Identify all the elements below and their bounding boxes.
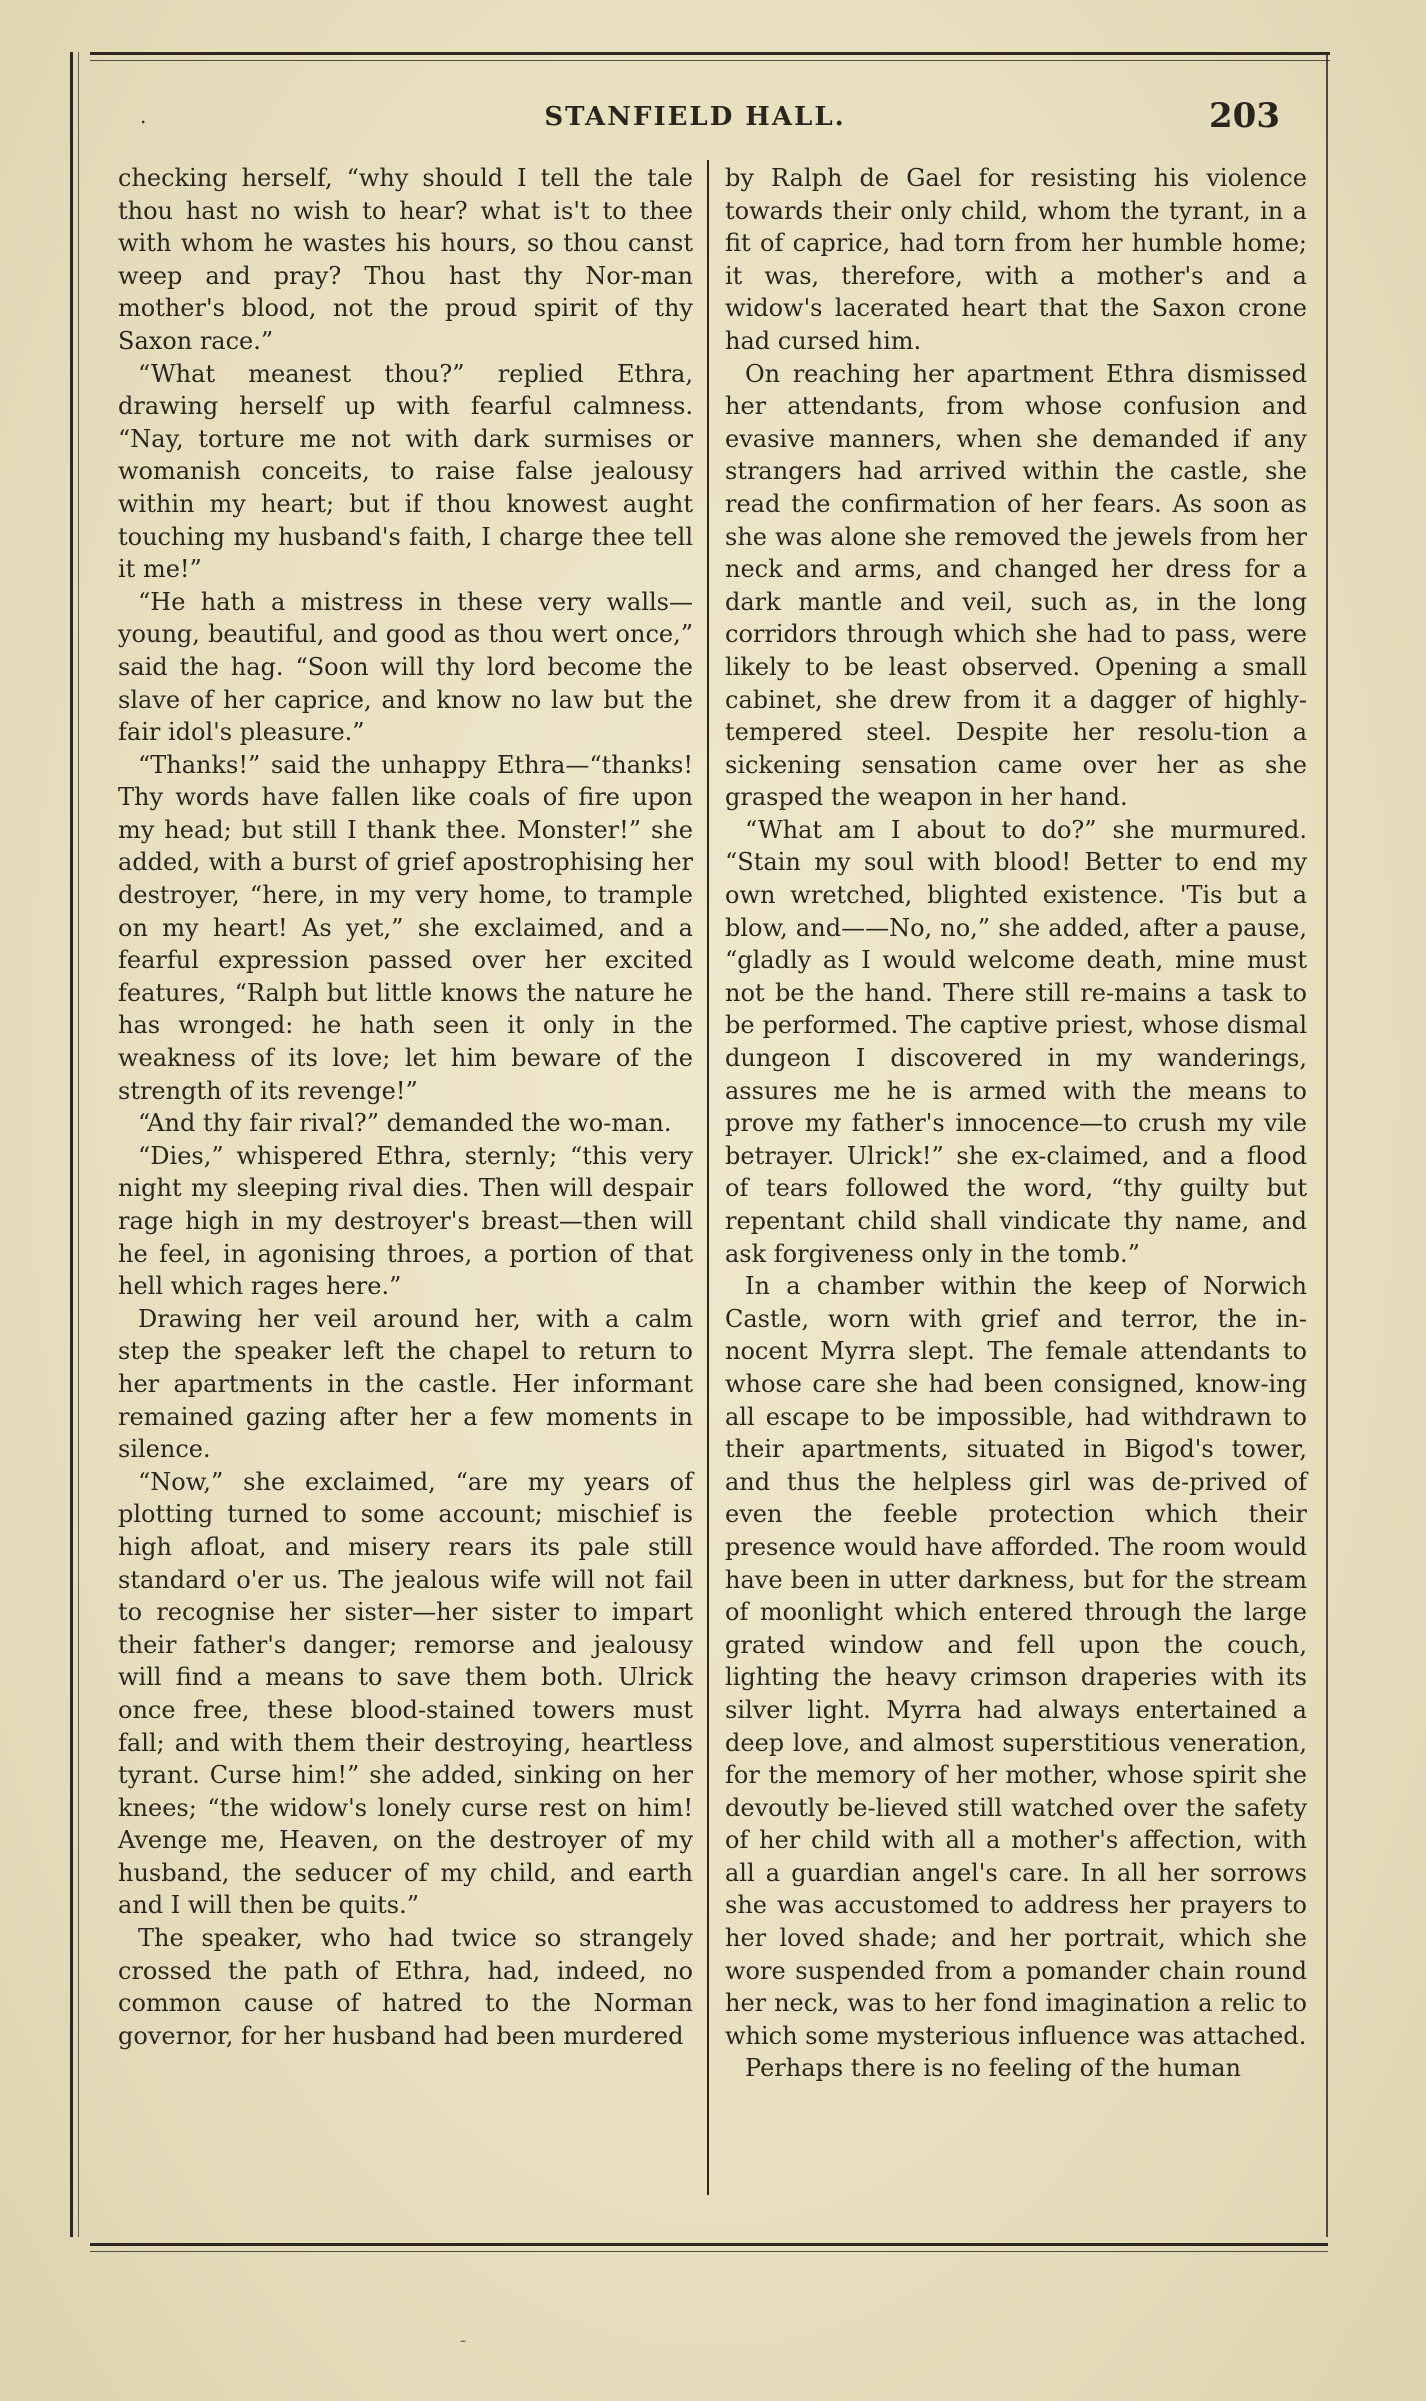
running-head-title: STANFIELD HALL. <box>544 102 846 132</box>
page-number: 203 <box>1209 96 1280 136</box>
paragraph: Drawing her veil around her, with a calm step the speaker left the chapel to return to her apartments in the castle. Her informant remained gazing after her a few moments in silence. <box>118 1304 693 1464</box>
paragraph: In a chamber within the keep of Norwich Castle, worn with grief and terror, the in-nocent Myrra slept. The female attendants to whose care she had been consigned, know-ing all escape to be impossible, had withdrawn to their apartments, situated in Bigod's tower, and thus the helpless girl was de-prived of even the feeble protection which their presence would have afforded. The room would have been in utter darkness, but for the stream of moonlight which entered through the large grated window and fell upon the couch, lighting the heavy crimson draperies with its silver light. Myrra had always entertained a deep love, and almost superstitious veneration, for the memory of her mother, whose spirit she devoutly be-lieved still watched over the safety of her child with all a mother's affection, with all a guardian angel's care. In all her sorrows she was accustomed to address her prayers to her loved shade; and her portrait, which she wore suspended from a pomander chain round her neck, was to her fond imagination a relic to which some mysterious influence was attached. <box>725 1272 1307 2050</box>
paragraph: “What am I about to do?” she murmured. “Stain my soul with blood! Better to end my own wretched, blighted existence. 'Tis but a blow, and——No, no,” she added, after a pause, “gladly as I would welcome death, mine must not be the hand. There still re-mains a task to be performed. The captive priest, whose dismal dungeon I discovered in my wanderings, assures me he is armed with the means to prove my father's innocence—to crush my vile betrayer. Ulrick!” she ex-claimed, and a flood of tears followed the word, “thy guilty but repentant child shall vindicate thy name, and ask forgiveness only in the tomb.” <box>725 815 1307 1268</box>
left-border-rule-thin <box>78 52 79 2237</box>
bottom-border-rule <box>90 2243 1328 2246</box>
bottom-border-rule-thin <box>90 2251 1328 2252</box>
left-border-rule <box>70 52 73 2237</box>
column-divider <box>707 160 709 2195</box>
top-border-rule-thin <box>90 60 1330 61</box>
paragraph: “Thanks!” said the unhappy Ethra—“thanks! Thy words have fallen like coals of fire upon my head; but still I thank thee. Monster!” she added, with a burst of grief apostrophising her destroyer, “here, in my very home, to trample on my heart! As yet,” she exclaimed, and a fearful expression passed over her excited features, “Ralph but little knows the nature he has wronged: he hath seen it only in the weakness of its love; let him beware of the strength of its revenge!” <box>118 750 693 1105</box>
top-border-rule <box>90 52 1330 55</box>
paragraph: “Now,” she exclaimed, “are my years of plotting turned to some account; mischief is high afloat, and misery rears its pale still standard o'er us. The jealous wife will not fail to recognise her sister—her sister to impart their father's danger; remorse and jealousy will find a means to save them both. Ulrick once free, these blood-stained towers must fall; and with them their destroying, heartless tyrant. Curse him!” she added, sinking on her knees; “the widow's lonely curse rest on him! Avenge me, Heaven, on the destroyer of my husband, the seducer of my child, and earth and I will then be quits.” <box>118 1467 693 1920</box>
left-column <box>118 162 693 2052</box>
paragraph: checking herself, “why should I tell the tale thou hast no wish to hear? what is't to thee with whom he wastes his hours, so thou canst weep and pray? Thou hast thy Nor-man mother's blood, not the proud spirit of thy Saxon race.” <box>118 164 693 355</box>
paragraph: On reaching her apartment Ethra dismissed her attendants, from whose confusion and evasive manners, when she demanded if any strangers had arrived within the castle, she read the confirmation of her fears. As soon as she was alone she removed the jewels from her neck and arms, and changed her dress for a dark mantle and veil, such as, in the long corridors through which she had to pass, were likely to be least observed. Opening a small cabinet, she drew from it a dagger of highly-tempered steel. Despite her resolu-tion a sickening sensation came over her as she grasped the weapon in her hand. <box>725 359 1307 812</box>
footer-mark: - <box>460 2330 467 2351</box>
right-border-rule <box>1326 52 1328 2237</box>
paragraph: “He hath a mistress in these very walls—young, beautiful, and good as thou wert once,” said the hag. “Soon will thy lord become the slave of her caprice, and know no law but the fair idol's pleasure.” <box>118 587 693 747</box>
paragraph: by Ralph de Gael for resisting his violence towards their only child, whom the tyrant, in a fit of caprice, had torn from her humble home; it was, therefore, with a mother's and a widow's lacerated heart that the Saxon crone had cursed him. <box>725 164 1307 355</box>
paragraph: “What meanest thou?” replied Ethra, drawing herself up with fearful calmness. “Nay, torture me not with dark surmises or womanish conceits, to raise false jealousy within my heart; but if thou knowest aught touching my husband's faith, I charge thee tell it me!” <box>118 359 693 584</box>
paragraph: “Dies,” whispered Ethra, sternly; “this very night my sleeping rival dies. Then will despair rage high in my destroyer's breast—then will he feel, in agonising throes, a portion of that hell which rages here.” <box>118 1141 693 1301</box>
paragraph: The speaker, who had twice so strangely crossed the path of Ethra, had, indeed, no common cause of hatred to the Norman governor, for her husband had been murdered <box>118 1924 693 2050</box>
running-header <box>110 96 1280 140</box>
paragraph: “And thy fair rival?” demanded the wo-man. <box>138 1109 672 1138</box>
paragraph: Perhaps there is no feeling of the human <box>745 2054 1242 2083</box>
right-column <box>725 162 1307 2085</box>
header-left-mark: . <box>140 104 147 128</box>
